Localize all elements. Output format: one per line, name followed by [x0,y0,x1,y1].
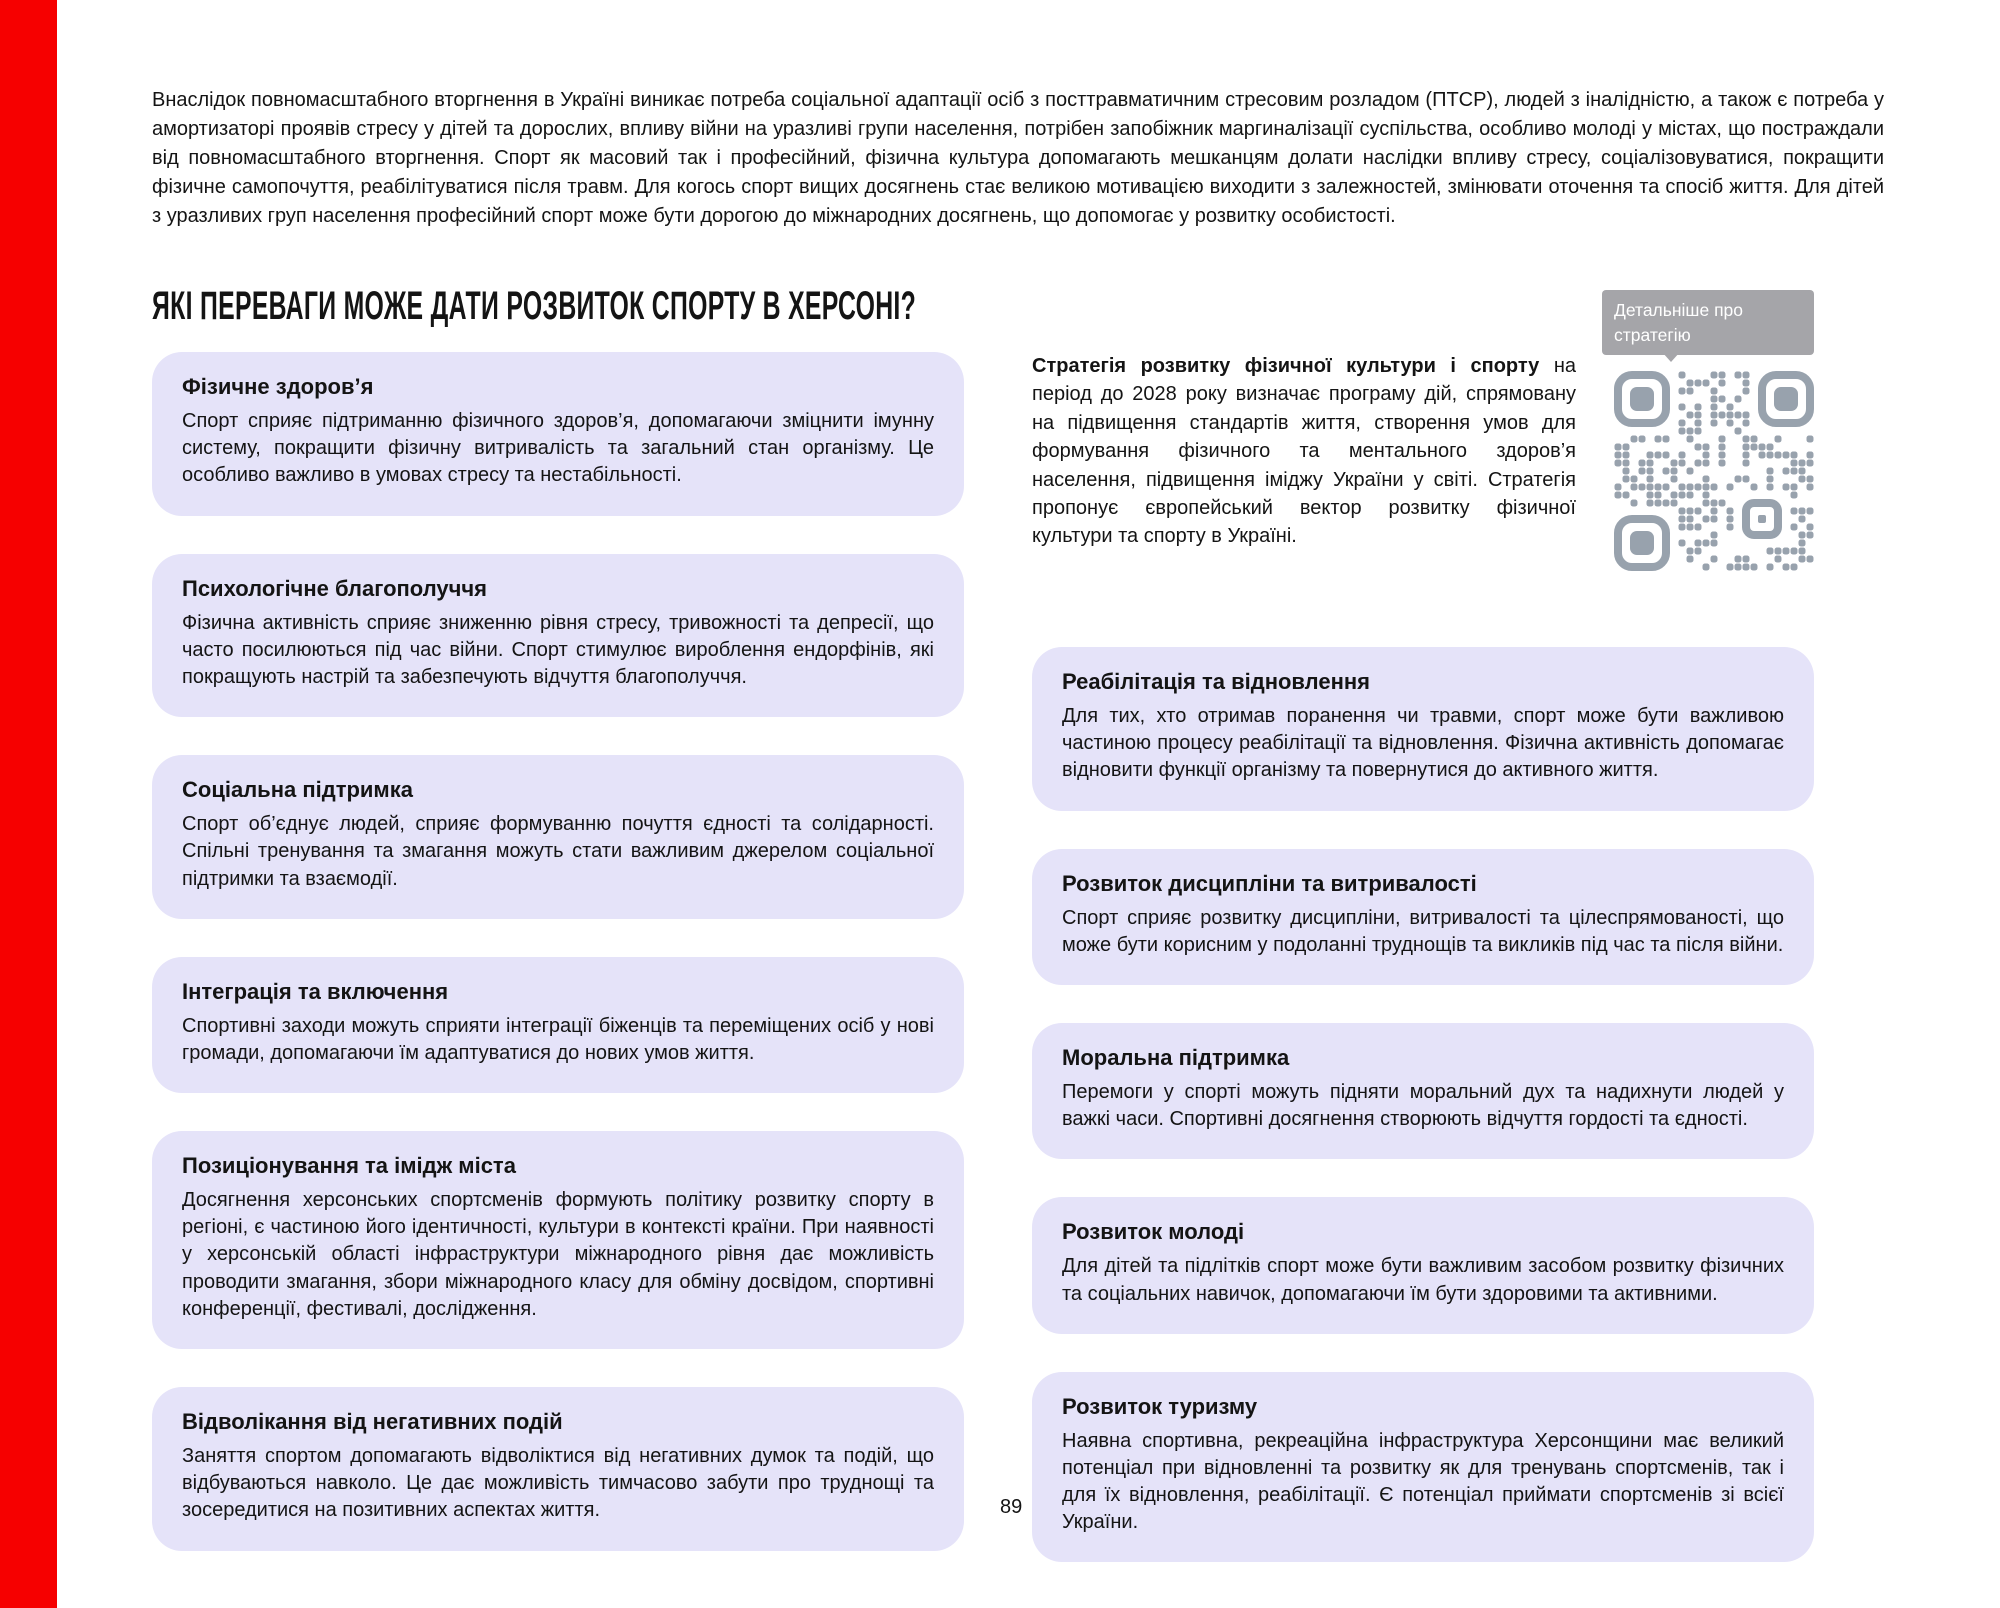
benefit-card-title: Соціальна підтримка [182,777,413,803]
benefit-card-youth-development [1032,1197,1814,1333]
benefit-card-city-image [152,1131,964,1349]
benefit-card-title: Інтеграція та включення [182,978,449,1004]
benefit-card-body: Досягнення херсонських спортсменів формують політику розвитку спорту в регіоні, є частиною його ідентичності, культури в контексті країни. При наявності у херсонській області інфраструктури міжнародного рівня дає можливість проводити змагання, збори міжнародного класу для обміну досвідом, спортивні конференції, фестивалі, дослідження. [182,1189,934,1320]
benefit-card-body: Для тих, хто отримав поранення чи травми, спорт може бути важливою частиною процесу реабілітації та відновлення. Фізична активність допомагає відновити функції організму та повернутися до активного життя. [1062,705,1784,782]
benefit-card-tourism [1032,1372,1814,1563]
strategy-block [1032,300,1814,571]
benefit-card-integration [152,957,964,1093]
benefits-column-right [1032,300,1814,1562]
benefit-card-title: Реабілітація та відновлення [1062,669,1370,694]
benefit-card-title: Фізичне здоров’я [182,374,374,399]
benefit-card-title: Розвиток дисципліни та витривалості [1062,870,1477,896]
qr-tooltip-label: Детальніше про стратегію [1614,300,1744,345]
benefit-card-discipline [1032,849,1814,985]
strategy-lead: Стратегія розвитку фізичної культури і спорту [1032,355,1540,377]
benefit-card-title: Психологічне благополуччя [182,575,488,601]
benefit-card-title: Відволікання від негативних подій [182,1409,563,1434]
benefit-card-body: Спорт об’єднує людей, сприяє формуванню почуття єдності та солідарності. Спільні тренування та змагання можуть стати важливим джерелом соціальної підтримки та взаємодії. [182,813,934,890]
benefit-card-body: Спортивні заходи можуть сприяти інтеграції біженців та переміщених осіб у нові громади, допомагаючи їм адаптуватися до нових умов життя. [182,1014,934,1064]
qr-code [1614,371,1814,571]
strategy-paragraph [1032,352,1576,551]
benefit-card-body: Заняття спортом допомагають відволіктися від негативних думок та подій, що відбуваються навколо. Це дає можливість тимчасово забути про труднощі та зосередитися на позитивних аспектах життя. [182,1445,934,1522]
section-heading: ЯКІ ПЕРЕВАГИ МОЖЕ ДАТИ РОЗВИТОК СПОРТУ В ХЕРСОНІ? [152,284,917,328]
benefit-card-title: Позиціонування та імідж міста [182,1153,516,1179]
benefits-column-left [152,352,964,1551]
qr-tooltip [1602,290,1814,355]
page-number: 89 [1000,1496,1023,1518]
benefit-card-title: Моральна підтримка [1062,1044,1290,1070]
benefit-card-title: Розвиток туризму [1062,1393,1258,1419]
strategy-qr-area [1602,290,1814,571]
benefit-card-social-support [152,755,964,919]
benefit-card-body: Перемоги у спорті можуть підняти моральний дух та надихнути людей у важкі часи. Спортивні досягнення створюють відчуття гордості та єдності. [1062,1080,1784,1131]
intro-paragraph: Внаслідок повномасштабного вторгнення в Україні виникає потреба соціальної адаптації осіб з посттравматичним стресовим розладом (ПТСР), людей з іналідністю, а також є потреба у амортизаторі проявів стресу у дітей та дорослих, впливу війни на уразливі групи населення, потрібен запобіжник маргиналізації суспільства, особливо молоді у містах, що постраждали від повномасштабного вторгнення. Спорт як масовий так і професійний, фізична культура допомагають мешканцям долати наслідки впливу стресу, соціалізовуватися, покращити фізичне самопочуття, реабілітуватися після травм. Для когось спорт вищих досягнень стає великою мотивацією виходити з залежностей, змінювати оточення та спосіб життя. Для дітей з уразливих груп населення професійний спорт може бути дорогою до міжнародних досягнень, що допомогає у розвитку особистості. [152,89,1884,227]
benefit-card-body: Наявна спортивна, рекреаційна інфраструктура Херсонщини має великий потенціал при відновленні та розвитку як для тренувань спортсменів, так і для їх відновлення, реабілітації. Є потенціал приймати спортсменів зі всієї України. [1062,1429,1784,1534]
benefit-card-moral-support [1032,1023,1814,1159]
benefit-card-body: Фізична активність сприяє зниженню рівня стресу, тривожності та депресії, що часто посилюються під час війни. Спорт стимулює вироблення ендорфінів, які покращують настрій та забезпечують відчуття благополуччя. [182,611,934,688]
benefit-card-distraction [152,1387,964,1551]
benefit-card-body: Для дітей та підлітків спорт може бути важливим засобом розвитку фізичних та соціальних навичок, допомагаючи їм бути здоровими та активними. [1062,1255,1784,1305]
strategy-text: на період до 2028 року визначає програму дій, спрямовану на підвищення стандартів життя, створення умов для формування фізичного та ментального здоров’я населення, підвищення іміджу України у світі. Стратегія пропонує європейський вектор розвитку фізичної культури та спорту в Україні. [1032,355,1576,548]
page-accent-bar [0,0,57,1608]
benefit-card-title: Розвиток молоді [1062,1219,1245,1245]
benefit-card-psychological-wellbeing [152,554,964,718]
benefit-card-body: Спорт сприяє розвитку дисципліни, витривалості та цілеспрямованості, що може бути корисним у подоланні труднощів та викликів під час та після війни. [1062,906,1784,956]
benefit-card-physical-health [152,352,964,516]
benefit-card-body: Спорт сприяє підтриманню фізичного здоров’я, допомагаючи зміцнити імунну систему, покращити фізичну витривалість та загальний стан організму. Це особливо важливо в умовах стресу та нестабільності. [182,410,934,487]
benefit-card-rehabilitation [1032,647,1814,811]
